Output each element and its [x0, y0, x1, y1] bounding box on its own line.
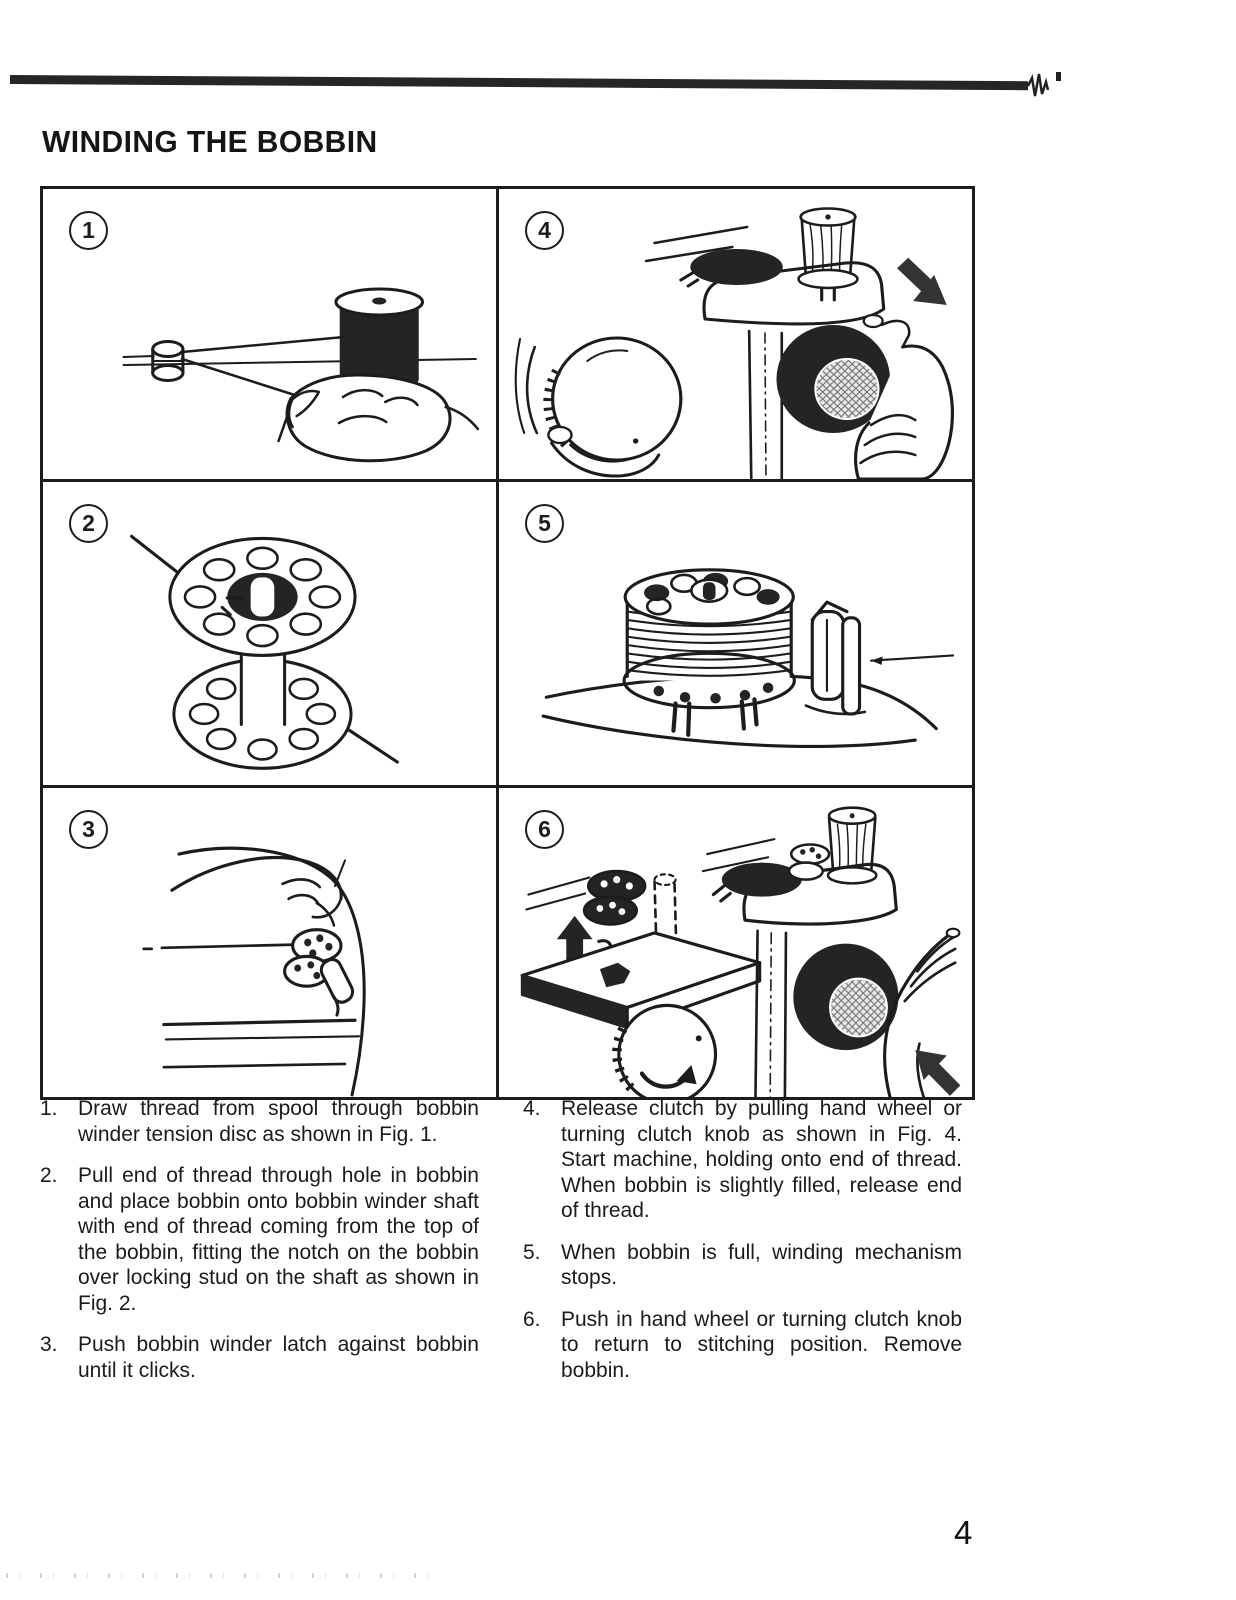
figure-2-illustration — [43, 482, 496, 785]
figure-panel-2 — [43, 482, 499, 788]
instruction-text: Pull end of thread through hole in bobbin and place bobbin onto bobbin winder shaft with end of thread coming from the top of the bobbin, fitting the notch on the bobbin over locking stud on the shaft as shown in Fig. 2. — [78, 1164, 479, 1315]
figure-3-illustration — [43, 788, 496, 1097]
instruction-text: Push bobbin winder latch against bobbin until it clicks. — [78, 1333, 479, 1382]
page-number: 4 — [954, 1514, 973, 1551]
instruction-number: 5. — [523, 1240, 541, 1264]
figure-4-illustration — [499, 189, 972, 479]
instruction-text: Draw thread from spool through bobbin winder tension disc as shown in Fig. 1. — [78, 1097, 479, 1146]
figure-number-badge: 3 — [69, 810, 108, 849]
instruction-number: 3. — [40, 1333, 58, 1356]
instruction-number: 1. — [40, 1097, 58, 1120]
figure-panel-6 — [499, 788, 972, 1097]
scan-noise-artifact — [6, 1573, 430, 1578]
figure-number-badge: 5 — [525, 504, 564, 543]
instructions-left-column — [40, 1096, 479, 1399]
figure-number-badge: 6 — [525, 810, 564, 849]
figure-5-illustration — [499, 482, 972, 785]
instruction-item — [523, 1240, 962, 1291]
instructions-right-column — [523, 1096, 962, 1399]
figure-6-illustration — [499, 788, 972, 1097]
instruction-number: 4. — [523, 1097, 541, 1120]
pen-squiggle-mark-icon — [1024, 64, 1068, 108]
instruction-item — [40, 1163, 479, 1316]
instructions — [40, 1096, 962, 1399]
figure-panel-4 — [499, 189, 972, 482]
instruction-text: Release clutch by pulling hand wheel or turning clutch knob as shown in Fig. 4. Start machine, holding onto end of thread. When bobbin is slightly filled, release end of thread. — [561, 1097, 962, 1222]
instruction-number: 2. — [40, 1164, 58, 1187]
instruction-text: When bobbin is full, winding mechanism stops. — [561, 1240, 962, 1289]
top-rule — [10, 75, 1028, 90]
instruction-number: 6. — [523, 1307, 541, 1331]
instruction-text: Push in hand wheel or turning clutch knob to return to stitching position. Remove bobbin. — [561, 1307, 962, 1382]
page-title: WINDING THE BOBBIN — [42, 125, 378, 160]
figure-number-badge: 4 — [525, 211, 564, 250]
figure-number-badge: 2 — [69, 504, 108, 543]
figure-1-illustration — [43, 189, 496, 479]
instruction-item — [523, 1096, 962, 1224]
figure-panel-3 — [43, 788, 499, 1097]
figure-panel-1 — [43, 189, 499, 482]
figure-panel-5 — [499, 482, 972, 788]
instruction-item — [40, 1332, 479, 1383]
figure-grid — [40, 186, 975, 1100]
figure-number-badge: 1 — [69, 211, 108, 250]
instruction-item — [523, 1307, 962, 1384]
instruction-item — [40, 1096, 479, 1147]
